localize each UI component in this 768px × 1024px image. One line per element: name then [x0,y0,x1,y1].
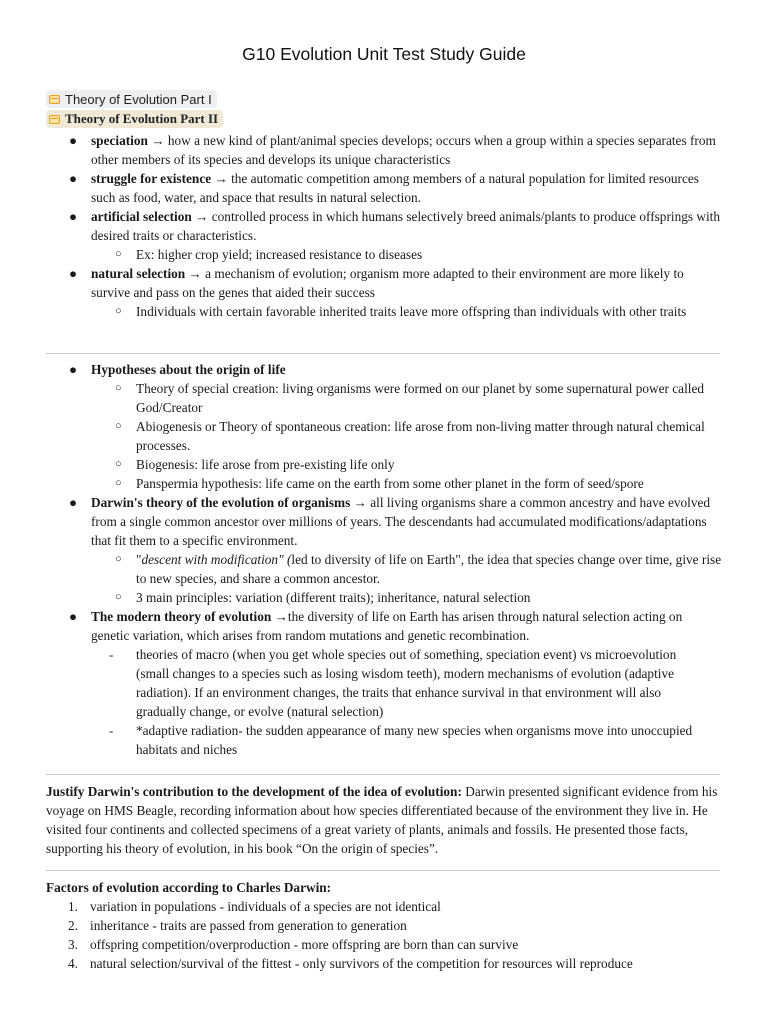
numbered-item [68,954,724,973]
hollow-bullet: ○ [115,382,122,394]
dash-list-item [109,721,711,759]
numbered-item [68,916,724,935]
factors-title: Factors of evolution according to Charles Darwin: [46,880,332,895]
hollow-bullet: ○ [115,591,122,603]
heading: Hypotheses about the origin of life [91,362,286,377]
sub-text: *adaptive radiation- the sudden appearance of many new species when organisms move into unoccupied habitats and niches [136,723,693,757]
term: The modern theory of evolution [91,609,272,624]
quote-open: " [136,552,142,567]
divider [46,353,720,354]
justify-label: Justify Darwin's contribution to the development of the idea of evolution: [46,784,462,799]
sub-list-item [115,474,723,493]
arrow: → [274,609,288,624]
hollow-bullet: ○ [115,553,122,565]
justify-paragraph [46,782,724,858]
item-number: 2. [68,918,78,933]
hollow-bullet: ○ [115,305,122,317]
dash-bullet: - [109,647,114,662]
term: artificial selection [91,209,192,224]
definition: the diversity of life on Earth has arisen through natural selection acting on genetic variation, which arises from random mutations and genetic recombination. [91,609,683,643]
sub-text: Biogenesis: life arose from pre-existing life only [136,457,395,472]
dash-list-item [109,645,711,721]
list-item [69,493,723,550]
sub-list-item [115,379,723,417]
item-text: natural selection/survival of the fittest - only survivors of the competition for resources will reproduce [90,956,633,971]
definition: controlled process in which humans selectively breed animals/plants to produce offsprings with desired traits or characteristics. [91,209,721,243]
page-title: G10 Evolution Unit Test Study Guide [242,44,526,64]
list-item [69,607,723,645]
hollow-bullet: ○ [115,458,122,470]
item-text: inheritance - traits are passed from generation to generation [90,918,407,933]
bullet: ● [69,495,78,510]
chip-label: Theory of Evolution Part I [65,91,212,107]
divider [46,774,720,775]
sub-text: Individuals with certain favorable inherited traits leave more offspring than individuals with other traits [136,304,687,319]
chip-theory-part-2[interactable] [46,110,223,128]
sub-text: Panspermia hypothesis: life came on the earth from some other planet in the form of seed/spore [136,476,644,491]
definition: how a new kind of plant/animal species develops; occurs when a group within a species separates from other members of its species and develops its unique characteristics [91,133,716,167]
section-definitions [69,131,721,321]
sub-text: Theory of special creation: living organisms were formed on our planet by some supernatural power called God/Creator [136,381,705,415]
bullet: ● [69,133,78,148]
bullet: ● [69,609,78,624]
bullet: ● [69,362,78,377]
bullet: ● [69,209,78,224]
dash-bullet: - [109,723,114,738]
item-text: offspring competition/overproduction - more offspring are born than can survive [90,937,519,952]
arrow: → [195,209,209,224]
list-item [69,360,723,379]
chip-theory-part-1[interactable] [46,90,217,108]
sub-list-item [115,588,723,607]
definition: the automatic competition among members of a natural population for limited resources such as food, water, and space that results in natural selection. [91,171,699,205]
definition: a mechanism of evolution; organism more adapted to their environment are more likely to survive and pass on the genes that aided their success [91,266,684,300]
list-item [69,207,721,245]
sub-text: Abiogenesis or Theory of spontaneous creation: life arose from non-living matter through natural chemical processes. [136,419,705,453]
sub-list-item [115,455,723,474]
bullet: ● [69,266,78,281]
sub-text: Ex: higher crop yield; increased resistance to diseases [136,247,423,262]
item-number: 3. [68,937,78,952]
divider [46,870,720,871]
document-icon [49,95,60,104]
hollow-bullet: ○ [115,248,122,260]
arrow: → [214,171,228,186]
sub-text: led to diversity of life on Earth", the idea that species change over time, give rise to new species, and share a common ancestor. [136,552,722,586]
term: Darwin's theory of the evolution of organisms [91,495,351,510]
numbered-item [68,935,724,954]
item-number: 4. [68,956,78,971]
sub-list-item [115,417,723,455]
arrow: → [188,266,202,281]
sub-text: theories of macro (when you get whole species out of something, speciation event) vs microevolution (small changes to a species such as losing wisdom teeth), modern mechanisms of evolution (adaptive radiation). If an environment changes, the traits that enhance survival in that environment will also gradually change, or evolve (natural selection) [136,647,677,719]
term: speciation [91,133,148,148]
term: natural selection [91,266,186,281]
definition: all living organisms share a common ancestry and have evolved from a single common ancestor over millions of years. The descendants had accumulated modifications/adaptations that fit them to a specific environment. [91,495,711,548]
factors-section [46,878,724,973]
sub-text: 3 main principles: variation (different traits); inheritance, natural selection [136,590,531,605]
item-text: variation in populations - individuals of a species are not identical [90,899,441,914]
factors-list [68,897,724,973]
item-number: 1. [68,899,78,914]
hollow-bullet: ○ [115,420,122,432]
document-icon [49,115,60,124]
justify-text: Darwin presented significant evidence from his voyage on HMS Beagle, recording information about how species differentiated because of the environment they live in. He visited four continents and collected specimens of a great variety of plants, animals and fossils. He presented those facts, supporting his theory of evolution, in his book “On the origin of species”. [46,784,718,856]
arrow: → [151,133,165,148]
list-item [69,169,721,207]
hollow-bullet: ○ [115,477,122,489]
term: struggle for existence [91,171,212,186]
list-item [69,264,721,302]
chip-label: Theory of Evolution Part II [65,111,219,126]
numbered-item [68,897,724,916]
section-theories [69,360,723,759]
sub-list-item [115,550,723,588]
quote-emphasis: descent with modification" ( [141,552,292,567]
sub-list-item [115,302,721,321]
sub-list-item [115,245,721,264]
list-item [69,131,721,169]
arrow: → [353,495,367,510]
bullet: ● [69,171,78,186]
